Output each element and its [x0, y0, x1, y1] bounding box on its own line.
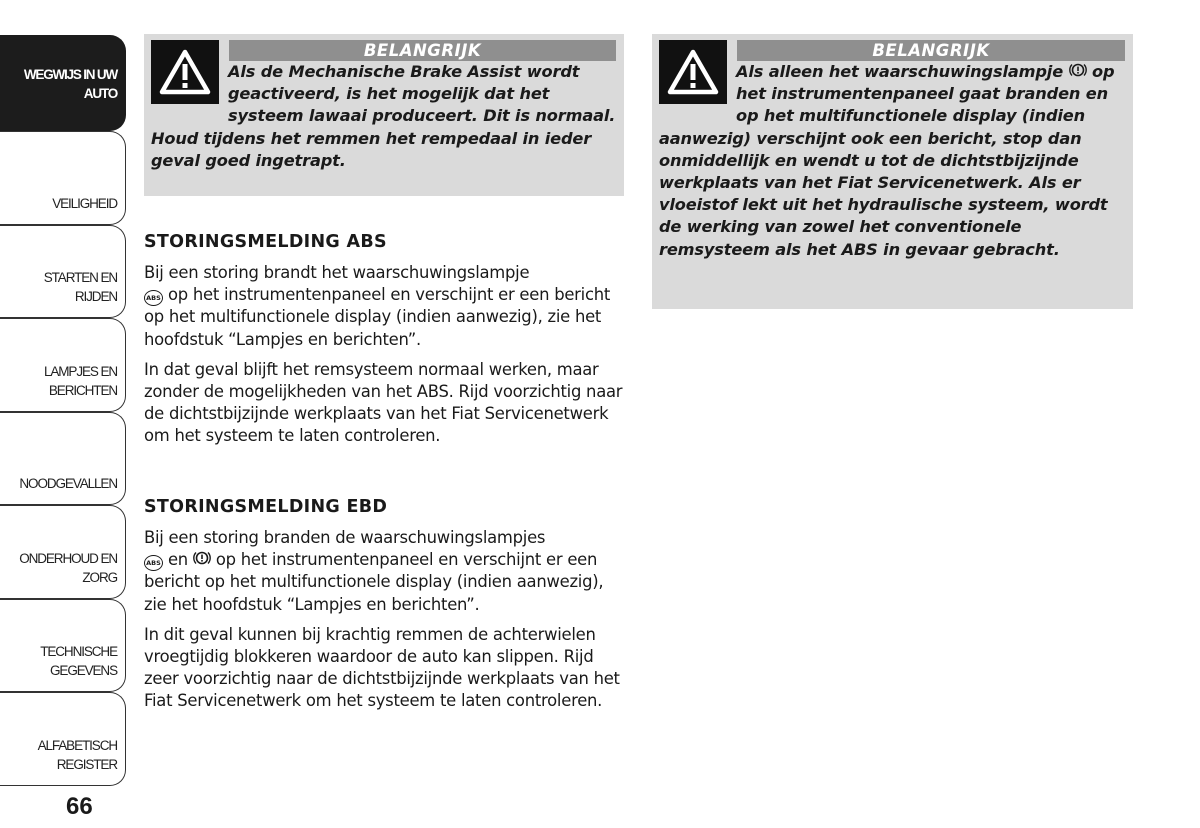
tab-lampjes-en-berichten[interactable]	[0, 318, 126, 412]
warning-box-brake-assist	[144, 34, 624, 196]
tab-onderhoud-en-zorg[interactable]	[0, 505, 126, 599]
section-heading: STORINGSMELDING ABS	[144, 232, 387, 252]
brake-warning-icon	[193, 550, 211, 566]
tab-veiligheid[interactable]	[0, 131, 126, 225]
warning-heading: BELANGRIJK	[229, 40, 616, 61]
tab-label: STARTEN EN RIJDEN	[43, 270, 117, 305]
tab-label: WEGWIJS IN UW AUTO	[23, 67, 117, 102]
abs-warning-icon: ABS	[144, 290, 163, 306]
tab-starten-en-rijden[interactable]	[0, 225, 126, 319]
warning-text-part: op het instrumentenpaneel gaat branden en op het multifunctionele display (indien aanwezig) verschijnt ook een bericht, stop dan onmiddellijk en wendt u tot de dichtstbijzijnde werkplaats van het Fiat Servicenetwerk. Als er vloeistof lekt uit het hydraulische systeem, wordt de werking van zowel het conventionele remsysteem als het ABS in gevaar gebracht.	[659, 62, 1115, 259]
warning-text	[659, 61, 1125, 261]
tab-noodgevallen[interactable]	[0, 412, 126, 506]
paragraph	[144, 262, 626, 351]
page-number: 66	[66, 793, 93, 820]
warning-triangle-icon	[659, 40, 727, 104]
tab-label: VEILIGHEID	[52, 195, 117, 211]
tab-label: ALFABETISCH REGISTER	[37, 737, 117, 772]
warning-triangle-icon	[151, 40, 219, 104]
paragraph-text: op het instrumentenpaneel en verschijnt er een bericht op het multifunctionele display (indien aanwezig), zie het hoofdstuk “Lampjes en berichten”.	[144, 550, 604, 614]
paragraph-text: Bij een storing brandt het waarschuwingslampje	[144, 263, 530, 282]
paragraph-text: en	[167, 550, 188, 570]
tab-alfabetisch-register[interactable]	[0, 692, 126, 786]
paragraph-text: Bij een storing branden de waarschuwingslampjes	[144, 528, 546, 547]
abs-warning-icon: ABS	[144, 555, 163, 571]
section-heading: STORINGSMELDING EBD	[144, 497, 388, 517]
section-ebd	[144, 497, 626, 713]
section-abs	[144, 232, 626, 448]
tab-technische-gegevens[interactable]	[0, 599, 126, 693]
warning-box-brake-lamp	[652, 34, 1133, 309]
tab-label: LAMPJES EN BERICHTEN	[43, 363, 117, 398]
paragraph: In dit geval kunnen bij krachtig remmen de achterwielen vroegtijdig blokkeren waardoor de auto kan slippen. Rijd zeer voorzichtig naar de dichtstbijzijnde werkplaats van het Fiat Servicenetwerk om het systeem te laten controleren.	[144, 624, 620, 711]
tab-wegwijs[interactable]	[0, 35, 126, 131]
brake-warning-icon	[1069, 62, 1087, 78]
tab-label: NOODGEVALLEN	[19, 476, 117, 492]
chapter-tabs	[0, 35, 126, 786]
tab-label: TECHNISCHE GEGEVENS	[40, 644, 117, 679]
warning-text: Als de Mechanische Brake Assist wordt geactiveerd, is het mogelijk dat het systeem lawaai produceert. Dit is normaal. Houd tijdens het remmen het rempedaal in ieder geval goed ingetrapt.	[151, 62, 616, 170]
warning-text-part: Als alleen het waarschuwingslampje	[736, 62, 1064, 81]
paragraph: In dat geval blijft het remsysteem normaal werken, maar zonder de mogelijkheden van het ABS. Rijd voorzichtig naar de dichtstbijzijnde werkplaats van het Fiat Servicenetwerk om het systeem te laten controleren.	[144, 359, 623, 446]
tab-label: ONDERHOUD EN ZORG	[19, 550, 117, 585]
paragraph	[144, 527, 626, 616]
paragraph-text: op het instrumentenpaneel en verschijnt er een bericht op het multifunctionele display (indien aanwezig), zie het hoofdstuk “Lampjes en berichten”.	[144, 285, 611, 349]
warning-heading: BELANGRIJK	[737, 40, 1125, 61]
